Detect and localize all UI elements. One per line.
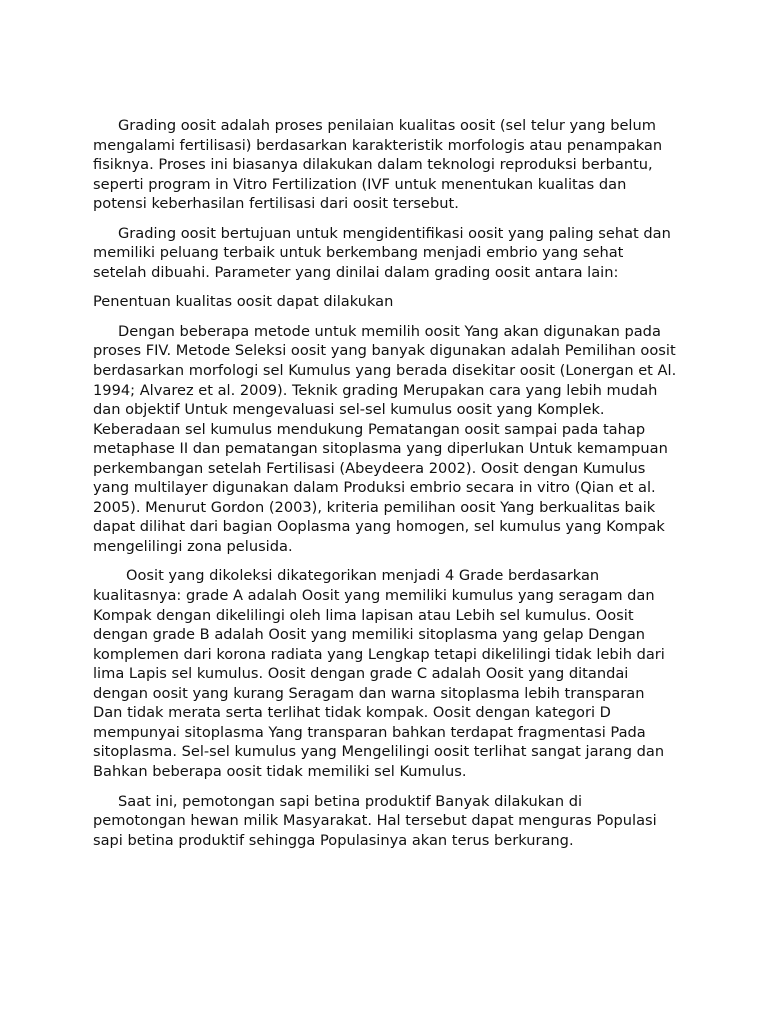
paragraph-cattle-slaughter: Saat ini, pemotongan sapi betina produktif Banyak dilakukan di pemotongan hewan milik Masyarakat. Hal tersebut dapat menguras Populasi sapi betina produktif sehingga Populasinya akan terus berkurang. [93,792,657,849]
paragraph-selection-methods: Dengan beberapa metode untuk memilih oosit Yang akan digunakan pada proses FIV. Metode Seleksi oosit yang banyak digunakan adalah Pemilihan oosit berdasarkan morfologi sel Kumulus yang berada disekitar oosit (Lonergan et Al. 1994; Alvarez et al. 2009). Teknik grading Merupakan cara yang lebih mudah dan objektif Untuk mengevaluasi sel-sel kumulus oosit yang Komplek. Keberadaan sel kumulus mendukung Pematangan oosit sampai pada tahap metaphase II dan pematangan sitoplasma yang diperlukan Untuk kemampuan perkembangan setelah Fertilisasi (Abeydeera 2002). Oosit dengan Kumulus yang multilayer digunakan dalam Produksi embrio secara in vitro (Qian et al. 2005). Menurut Gordon (2003), kriteria pemilihan oosit Yang berkualitas baik dapat dilihat dari bagian Ooplasma yang homogen, sel kumulus yang Kompak mengelilingi zona pelusida. [93,322,677,555]
paragraph-quality-determination: Penentuan kualitas oosit dapat dilakukan [93,293,394,311]
paragraph-grading-definition: Grading oosit adalah proses penilaian kualitas oosit (sel telur yang belum mengalami fertilisasi) berdasarkan karakteristik morfologis atau penampakan fisiknya. Proses ini biasanya dilakukan dalam teknologi reproduksi berbantu, seperti program in Vitro Fertilization (IVF untuk menentukan kualitas dan potensi keberhasilan fertilisasi dari oosit tersebut. [93,117,663,213]
paragraph-grade-categories: Oosit yang dikoleksi dikategorikan menjadi 4 Grade berdasarkan kualitasnya: grade A adalah Oosit yang memiliki kumulus yang seragam dan Kompak dengan dikelilingi oleh lima lapisan atau Lebih sel kumulus. Oosit dengan grade B adalah Oosit yang memiliki sitoplasma yang gelap Dengan komplemen dari korona radiata yang Lengkap tetapi dikelilingi tidak lebih dari lima Lapis sel kumulus. Oosit dengan grade C adalah Oosit yang ditandai dengan oosit yang kurang Seragam dan warna sitoplasma lebih transparan Dan tidak merata serta terlihat tidak kompak. Oosit dengan kategori D mempunyai sitoplasma Yang transparan bahkan terdapat fragmentasi Pada sitoplasma. Sel-sel kumulus yang Mengelilingi oosit terlihat sangat jarang dan Bahkan beberapa oosit tidak memiliki sel Kumulus. [93,567,665,780]
paragraph-grading-purpose: Grading oosit bertujuan untuk mengidentifikasi oosit yang paling sehat dan memiliki peluang terbaik untuk berkembang menjadi embrio yang sehat setelah dibuahi. Parameter yang dinilai dalam grading oosit antara lain: [93,224,671,281]
